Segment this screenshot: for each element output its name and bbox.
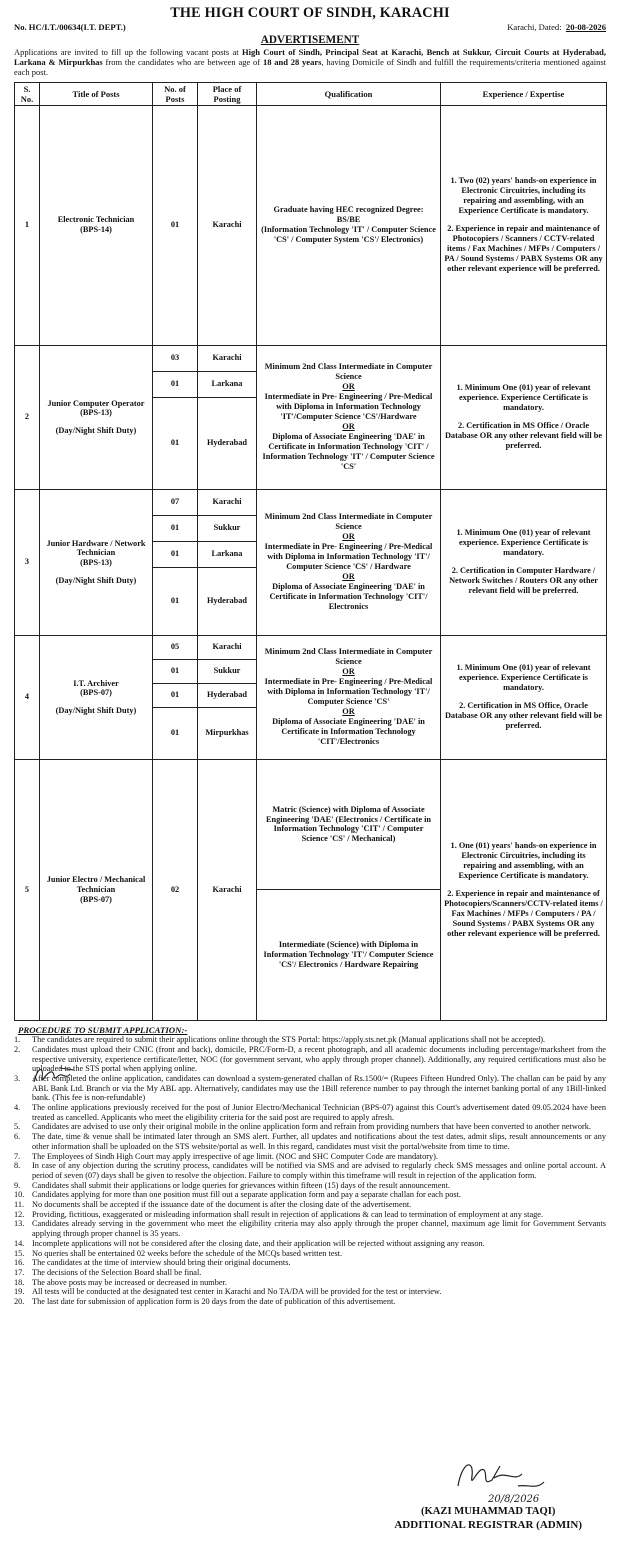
post-bps: (BPS-07) — [80, 894, 112, 904]
procedure-item-text: The online applications previously received for the post of Junior Electro/Mechanical Technician (BPS-07) against this Court's advertisement dated 09.05.2024 have been treated as cancelled. Applicants who meet the eligibility criteria for the said post are required to apply afresh. — [32, 1103, 606, 1122]
qualification-line: Graduate having HEC recognized Degree: — [273, 205, 424, 215]
procedure-item-text: Candidates must upload their CNIC (front and back), domicile, PRC/Form-D, a recent photograph, and all academic documents including percentage/marksheet from the respective university, experience certificate/letter, NOC (for government servant, who apply through proper channel). Additionally, any required certifications must also be uploaded to the STS portal when applying online. — [32, 1044, 606, 1074]
procedure-item-text: Candidates are advised to use only their original mobile in the online application form and refrain from providing numbers that have been converted to another network. — [32, 1122, 591, 1132]
experience-point: 2. Certification in Computer Hardware / Network Switches / Routers OR any other relevant field will be preferred. — [449, 566, 598, 596]
procedure-item-number: 6. — [14, 1132, 21, 1142]
qualification-line: Minimum 2nd Class Intermediate in Computer Science — [264, 512, 433, 532]
initials-signature — [30, 1062, 80, 1088]
procedure-item-text: The above posts may be increased or decreased in number. — [32, 1277, 227, 1287]
posts-table — [14, 82, 607, 1021]
cell-post-title — [40, 635, 153, 759]
procedure-item-text: After completed the online application, candidates can download a system-generated challan of Rs.1500/= (Rupees Fifteen Hundred Only). The challan can be paid by any ABL Bank Ltd. Branch or via the My ABL app. Alternatively, candidates may use the 1Bill reference number to pay through the internet banking portal of any 1Bill-linked bank. (This fee is non-refundable) — [32, 1073, 606, 1103]
cell-place: Karachi — [198, 489, 257, 515]
cell-place: Hyderabad — [198, 683, 257, 707]
procedure-item — [14, 1103, 606, 1122]
procedure-list — [14, 1035, 606, 1307]
procedure-item-number: 11. — [14, 1200, 25, 1210]
col-header-sno: S. No. — [15, 82, 40, 105]
procedure-item-number: 15. — [14, 1248, 25, 1258]
table-row — [15, 759, 607, 1020]
cell-place: Mirpurkhas — [198, 707, 257, 759]
cell-post-title — [40, 105, 153, 345]
table-row — [15, 635, 607, 659]
procedure-section — [14, 1025, 606, 1307]
qualification-or: OR — [342, 572, 355, 582]
post-title: Junior Computer Operator — [47, 398, 145, 408]
procedure-item-text: The decisions of the Selection Board shall be final. — [32, 1267, 202, 1277]
procedure-item-number: 4. — [14, 1103, 21, 1113]
cell-post-title — [40, 489, 153, 635]
procedure-item-text: The date, time & venue shall be intimated later through an SMS alert. Further, all updates and notifications about the test dates, admit slips, result announcements or any other information shall be uploaded on the STS website/portal as well. In this regard, candidates must visit the portal/website from time to time. — [32, 1132, 606, 1151]
table-row — [15, 105, 607, 345]
qualification-option: Matric (Science) with Diploma of Associate Engineering 'DAE' (Electronics / Certificate in Information Technology 'CIT' / Computer Science 'CS' / Mechanical) — [257, 760, 440, 891]
procedure-item-number: 3. — [14, 1073, 21, 1083]
qualification-line: Diploma of Associate Engineering 'DAE' in Certificate in Information Technology 'CIT'/ Electronics — [269, 582, 428, 612]
cell-post-title — [40, 759, 153, 1020]
qualification-line: Minimum 2nd Class Intermediate in Computer Science — [264, 647, 433, 667]
procedure-item — [14, 1297, 606, 1307]
procedure-item-number: 12. — [14, 1209, 25, 1219]
procedure-item-number: 2. — [14, 1044, 21, 1054]
procedure-item-text: No queries shall be entertained 02 weeks before the schedule of the MCQs based written test. — [32, 1248, 343, 1258]
procedure-item-text: In case of any objection during the scrutiny process, candidates will be notified via SMS and are advised to regularly check SMS messages and online portal account. A period of seven (07) days shall be given to resolve the objection. Failure to comply within this timeframe will result in rejection of the application form. — [32, 1161, 606, 1180]
qualification-line: (Information Technology 'IT' / Computer Science 'CS' / Computer System 'CS'/ Electronics) — [261, 225, 436, 245]
cell-post-count: 01 — [153, 105, 198, 345]
cell-experience — [441, 105, 607, 345]
cell-qualification — [257, 345, 441, 489]
intro-locations: High Court of Sindh, Principal Seat at Karachi, Bench at Sukkur, Circuit Courts at Hyderabad, Larkana & Mirpurkhas — [14, 47, 606, 67]
procedure-item — [14, 1258, 606, 1268]
cell-place: Larkana — [198, 371, 257, 397]
signature-date: 20/8/2026 — [488, 1494, 540, 1505]
table-header-row — [15, 82, 607, 105]
qualification-line: Minimum 2nd Class Intermediate in Computer Science — [264, 362, 433, 382]
procedure-item-number: 19. — [14, 1287, 25, 1297]
procedure-item — [14, 1249, 606, 1259]
cell-sno: 5 — [15, 759, 40, 1020]
post-bps: (BPS-07) — [80, 688, 112, 698]
intro-text-1: Applications are invited to fill up the following vacant posts at — [14, 47, 242, 58]
cell-post-count: 02 — [153, 759, 198, 1020]
cell-post-count: 03 — [153, 345, 198, 371]
procedure-item — [14, 1219, 606, 1238]
experience-point: 1. Minimum One (01) year of relevant experience. Experience Certificate is mandatory. — [456, 663, 591, 693]
experience-point: 2. Certification in MS Office / Oracle Database OR any other relevant field will be preferred. — [444, 421, 603, 451]
procedure-item-text: The candidates at the time of interview should bring their original documents. — [32, 1258, 291, 1268]
procedure-item — [14, 1161, 606, 1180]
court-title: THE HIGH COURT OF SINDH, KARACHI — [170, 5, 450, 21]
col-header-title: Title of Posts — [40, 82, 153, 105]
col-header-place: Place of Posting — [198, 82, 257, 105]
procedure-item — [14, 1278, 606, 1288]
intro-text-2: from the candidates who are between age of — [102, 56, 263, 67]
procedure-item-text: No documents shall be accepted if the issuance date of the document is after the closing date of the advertisement. — [32, 1200, 412, 1210]
qualification-line: Diploma of Associate Engineering 'DAE' in Certificate in Information Technology 'CIT' / Information Technology 'IT' / Computer Science 'CS' — [262, 432, 435, 471]
procedure-item-number: 17. — [14, 1267, 25, 1277]
cell-qualification — [257, 105, 441, 345]
post-shift: (Day/Night Shift Duty) — [55, 426, 137, 436]
experience-point: 1. Two (02) years' hands-on experience in Electronic Circuitries, including its repairing and assembling, with an Experience Certificate is mandatory. — [450, 176, 597, 216]
experience-point: 2. Certification in MS Office, Oracle Database OR any other relevant field will be preferred. — [444, 701, 603, 731]
qualification-line: Intermediate in Pre- Engineering / Pre-Medical with Diploma in Information Technology 'IT'/ Computer Science 'CS' / Hardware — [264, 542, 433, 572]
post-title: Junior Hardware / Network Technician — [46, 538, 146, 558]
intro-age: 18 and 28 years — [262, 56, 322, 67]
signatory-designation: ADDITIONAL REGISTRAR (ADMIN) — [394, 1518, 582, 1531]
procedure-item — [14, 1132, 606, 1151]
cell-sno: 2 — [15, 345, 40, 489]
post-title: I.T. Archiver — [73, 678, 119, 688]
date-label: Karachi, Dated: — [507, 21, 562, 32]
experience-point: 1. Minimum One (01) year of relevant experience. Experience Certificate is mandatory. — [456, 528, 591, 558]
table-row — [15, 345, 607, 371]
signature-block — [394, 1506, 582, 1531]
qualification-or: OR — [342, 707, 355, 717]
cell-post-count: 01 — [153, 567, 198, 635]
procedure-item — [14, 1190, 606, 1200]
procedure-item-text: The candidates are required to submit their applications online through the STS Portal: https://apply.sts.net.pk (Manual applications shall not be accepted). — [32, 1035, 546, 1045]
procedure-item-text: All tests will be conducted at the designated test center in Karachi and No TA/DA will be provided for the test or interview. — [32, 1287, 442, 1297]
post-title: Junior Electro / Mechanical Technician — [46, 875, 146, 894]
cell-post-title — [40, 345, 153, 489]
qualification-or: OR — [342, 667, 355, 677]
cell-experience — [441, 635, 607, 759]
cell-place: Hyderabad — [198, 567, 257, 635]
procedure-item-number: 20. — [14, 1297, 25, 1307]
date-value: 20-08-2026 — [565, 21, 606, 32]
procedure-item-text: Incomplete applications will not be considered after the closing date, and their application will be rejected without assigning any reason. — [32, 1238, 485, 1248]
procedure-item-number: 1. — [14, 1035, 21, 1045]
cell-place: Karachi — [198, 345, 257, 371]
cell-post-count: 07 — [153, 489, 198, 515]
procedure-item — [14, 1181, 606, 1191]
procedure-item-text: Candidates applying for more than one position must fill out a separate application form and pay a separate challan for each post. — [32, 1190, 461, 1200]
qualification-option: Intermediate (Science) with Diploma in Information Technology 'IT'/ Computer Science 'CS'/ Electronics / Hardware Repairing — [263, 940, 434, 969]
intro-text-3: , having Domicile of Sindh and fulfill the requirements/criteria mentioned against each post. — [14, 56, 606, 77]
qualification-line: Diploma of Associate Engineering 'DAE' in Certificate in Information Technology 'CIT'/Electronics — [272, 717, 425, 747]
reference-number: No. HC/I.T./00634(I.T. DEPT.) — [14, 21, 126, 32]
cell-qualification — [257, 489, 441, 635]
procedure-title: PROCEDURE TO SUBMIT APPLICATION:- — [18, 1024, 188, 1035]
date-line — [507, 22, 606, 32]
procedure-item-number: 18. — [14, 1277, 25, 1287]
table-row — [15, 489, 607, 515]
col-header-count: No. of Posts — [153, 82, 198, 105]
procedure-item-number: 8. — [14, 1161, 21, 1171]
experience-point: 1. One (01) years' hands-on experience in Electronic Circuitries, including its repairing and assembling, with an Experience Certificate is mandatory. — [450, 840, 597, 880]
post-shift: (Day/Night Shift Duty) — [55, 576, 137, 585]
cell-post-count: 01 — [153, 659, 198, 683]
procedure-item-number: 7. — [14, 1151, 21, 1161]
procedure-item — [14, 1239, 606, 1249]
procedure-item — [14, 1210, 606, 1220]
signatory-name: (KAZI MUHAMMAD TAQI) — [420, 1506, 556, 1517]
procedure-item-number: 9. — [14, 1180, 21, 1190]
post-title: Electronic Technician — [57, 215, 135, 225]
cell-place: Karachi — [198, 759, 257, 1020]
cell-place: Sukkur — [198, 659, 257, 683]
cell-qualification — [257, 759, 441, 1020]
reference-row — [14, 22, 606, 32]
col-header-experience: Experience / Expertise — [441, 82, 607, 105]
procedure-item — [14, 1045, 606, 1074]
procedure-item-text: Candidates already serving in the government who meet the eligibility criteria may also apply through the proper channel, maximum age limit for Government Servants applying through proper channel is 35 years. — [32, 1219, 606, 1239]
cell-post-count: 01 — [153, 397, 198, 489]
post-bps: (BPS-13) — [80, 558, 112, 568]
cell-post-count: 01 — [153, 515, 198, 541]
qualification-or: OR — [342, 532, 355, 542]
cell-sno: 4 — [15, 635, 40, 759]
procedure-item-number: 16. — [14, 1258, 25, 1268]
qualification-or: OR — [342, 422, 355, 432]
registrar-signature — [448, 1456, 558, 1508]
cell-experience — [441, 489, 607, 635]
advertisement-heading: ADVERTISEMENT — [260, 33, 360, 46]
cell-post-count: 01 — [153, 683, 198, 707]
procedure-item — [14, 1074, 606, 1103]
procedure-item — [14, 1122, 606, 1132]
cell-qualification — [257, 635, 441, 759]
qualification-line: BS/BE — [336, 215, 361, 225]
intro-paragraph — [14, 48, 606, 78]
cell-experience — [441, 759, 607, 1020]
experience-point: 2. Experience in repair and maintenance of Photocopiers / Scanners / CCTV-related items / Fax Machines / MFPs / Computers / PA / Sound Systems / PABX Systems OR any other relevant experience will be preferred. — [444, 224, 603, 274]
qualification-or: OR — [342, 382, 355, 392]
procedure-item-text: Candidates shall submit their applications or lodge queries for grievances within fifteen (15) days of the result announcement. — [32, 1180, 450, 1190]
cell-experience — [441, 345, 607, 489]
experience-point: 1. Minimum One (01) year of relevant experience. Experience Certificate is mandatory. — [456, 383, 591, 413]
cell-place: Hyderabad — [198, 397, 257, 489]
qualification-line: Intermediate in Pre- Engineering / Pre-Medical with Diploma in Information Technology 'IT'/Computer Science 'CS'/Hardware — [264, 392, 433, 422]
procedure-item-number: 5. — [14, 1122, 21, 1132]
procedure-item-number: 14. — [14, 1238, 25, 1248]
experience-point: 2. Experience in repair and maintenance of Photocopiers/Scanners/CCTV-related items / Fax Machines / MFPs / Computers / PA / Sound Systems / PABX Systems OR any other relevant experience will be preferred. — [444, 888, 603, 938]
cell-place: Sukkur — [198, 515, 257, 541]
procedure-item-text: The last date for submission of application form is 20 days from the date of publication of this advertisement. — [32, 1297, 396, 1307]
col-header-qualification: Qualification — [257, 82, 441, 105]
cell-post-count: 01 — [153, 371, 198, 397]
procedure-item — [14, 1152, 606, 1162]
procedure-item-text: The Employees of Sindh High Court may apply irrespective of age limit. (NOC and SHC Computer Code are mandatory). — [32, 1151, 439, 1161]
procedure-item-text: Providing, fictitious, exaggerated or misleading information shall result in rejection of applications & can lead to termination of employment at any stage. — [32, 1209, 544, 1219]
procedure-item-number: 10. — [14, 1190, 25, 1200]
procedure-item — [14, 1035, 606, 1045]
procedure-item-number: 13. — [14, 1219, 25, 1229]
post-bps: (BPS-14) — [80, 225, 112, 235]
cell-post-count: 05 — [153, 635, 198, 659]
cell-post-count: 01 — [153, 707, 198, 759]
cell-place: Larkana — [198, 541, 257, 567]
cell-place: Karachi — [198, 105, 257, 345]
qualification-stack — [257, 760, 440, 1020]
post-bps: (BPS-13) — [80, 408, 112, 418]
procedure-item — [14, 1268, 606, 1278]
cell-sno: 1 — [15, 105, 40, 345]
cell-place: Karachi — [198, 635, 257, 659]
post-shift: (Day/Night Shift Duty) — [55, 706, 137, 716]
qualification-line: Intermediate in Pre- Engineering / Pre-Medical with Diploma in Information Technology 'IT'/ Computer Science 'CS' — [264, 677, 433, 707]
cell-sno: 3 — [15, 489, 40, 635]
procedure-item — [14, 1200, 606, 1210]
procedure-item — [14, 1287, 606, 1297]
cell-post-count: 01 — [153, 541, 198, 567]
